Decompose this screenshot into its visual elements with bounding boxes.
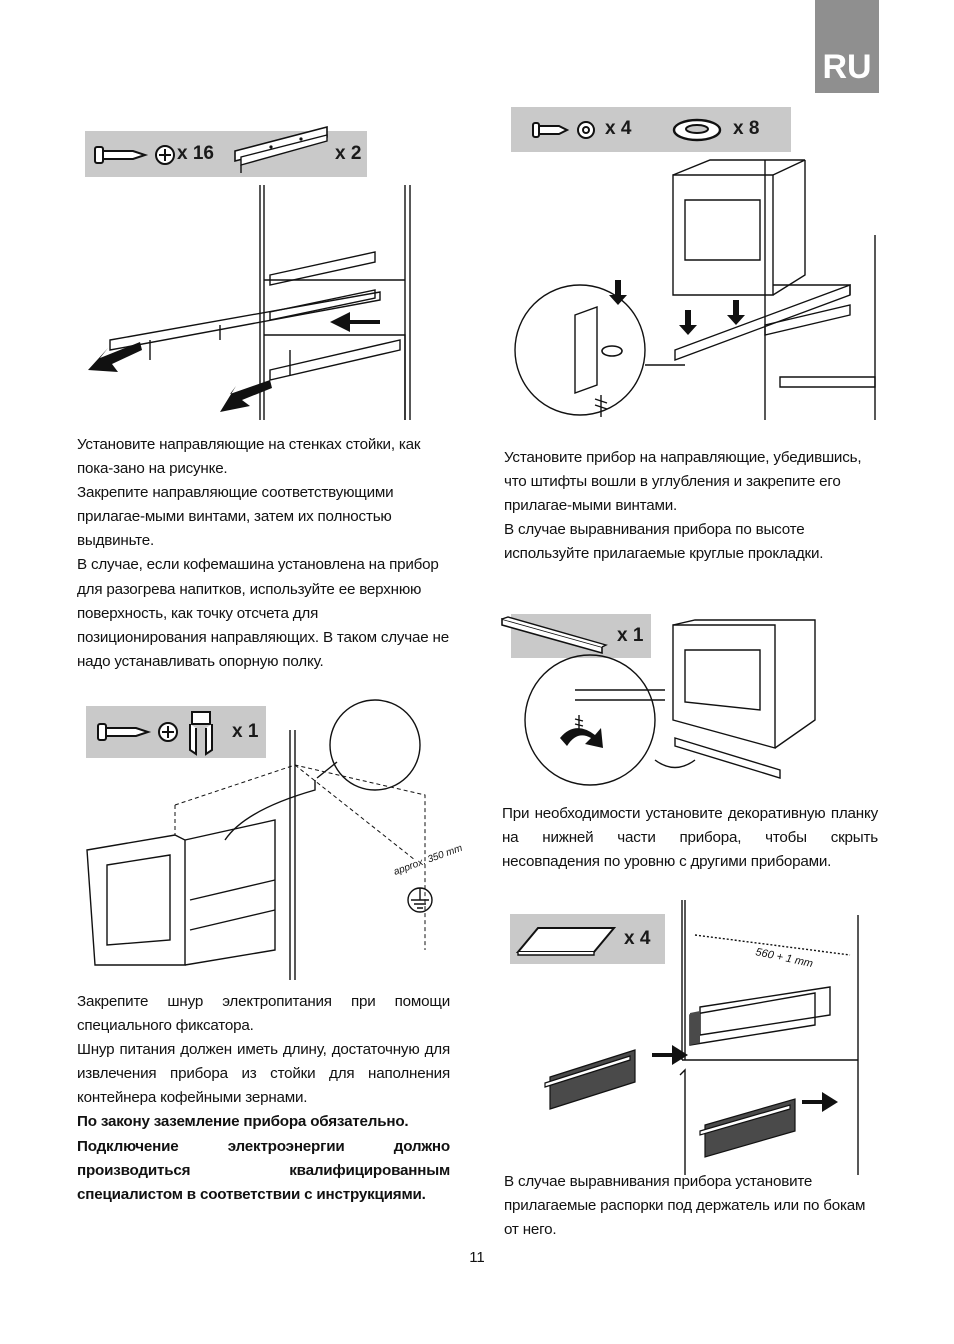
screw-icon xyxy=(531,118,601,142)
qty-rails: x 2 xyxy=(335,143,362,164)
text-trim xyxy=(502,802,878,874)
cable-drawing xyxy=(85,700,485,980)
appliance-mount-drawing xyxy=(515,155,885,435)
language-badge: RU xyxy=(815,0,879,93)
paragraph: Установите прибор на направляющие, убедившись, что штифты вошли в углубления и закрепите его прилагае-мыми винтами. xyxy=(504,449,862,515)
qty-screws: x 16 xyxy=(177,143,214,164)
qty-clamp: x 1 xyxy=(232,721,259,742)
rail-icon xyxy=(231,117,331,177)
text-spacers xyxy=(504,1170,878,1242)
parts-kit-mount xyxy=(511,107,791,152)
qty-trim: x 1 xyxy=(617,625,644,646)
paragraph: В случае выравнивания прибора установите прилагаемые распорки под держатель или по бокам от него. xyxy=(504,1173,866,1239)
paragraph: Установите направляющие на стенках стойки, как пока-зано на рисунке. xyxy=(77,436,421,478)
dimension-label: 560 + 1 mm xyxy=(754,946,814,971)
bold-paragraph: По закону заземление прибора обязательно. xyxy=(77,1113,409,1131)
qty-spacers: x 4 xyxy=(624,928,651,949)
page-number: 11 xyxy=(469,1249,485,1266)
paragraph: Шнур питания должен иметь длину, достаточную для извлечения прибора из стойки для наполнения контейнера кофейными зернами. xyxy=(77,1041,450,1107)
text-guides xyxy=(77,433,450,674)
screw-icon xyxy=(93,143,173,167)
text-mount xyxy=(504,446,877,566)
text-cable xyxy=(77,990,450,1207)
qty-screws: x 4 xyxy=(605,118,632,139)
parts-kit-guides xyxy=(85,131,367,177)
trim-drawing xyxy=(515,620,815,780)
paragraph: Закрепите шнур электропитания при помощи специального фиксатора. xyxy=(77,993,450,1035)
paragraph: Закрепите направляющие соответствующими прилагае-мыми винтами, затем их полностью выдвиньте. xyxy=(77,484,394,550)
bold-paragraph: Подключение электроэнергии должно производиться квалифицированным специалистом в соответствии с инструкциями. xyxy=(77,1137,450,1203)
paragraph: При необходимости установите декоративную планку на нижней части прибора, чтобы скрыть несовпадения по уровню с другими приборами. xyxy=(502,805,878,871)
washer-icon xyxy=(671,117,723,143)
qty-washers: x 8 xyxy=(733,118,760,139)
paragraph: В случае выравнивания прибора по высоте используйте прилагаемые круглые прокладки. xyxy=(504,521,824,563)
paragraph: В случае, если кофемашина установлена на прибор для разогрева напитков, используйте ее верхнюю поверхность, как точку отсчета для позиционирования направляющих. В таком случае не надо устанавливать опорную полку. xyxy=(77,556,449,670)
dimension-label: approx. 350 mm xyxy=(392,842,464,878)
cabinet-guides-drawing xyxy=(80,180,420,425)
spacers-drawing xyxy=(540,895,870,1175)
